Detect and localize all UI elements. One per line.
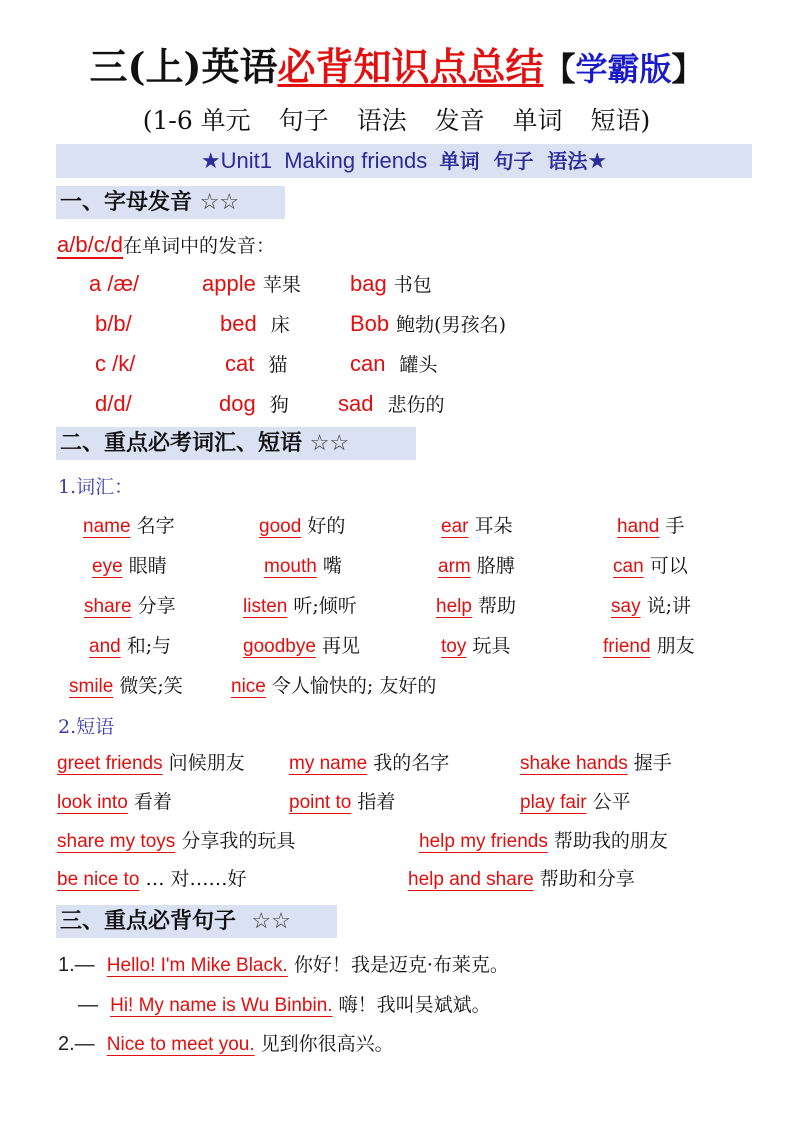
sentence-number: 1.— [58,954,95,976]
vocab-en: help [436,596,472,617]
phrase-en: be nice to [57,869,140,890]
section-heading-text: 三、重点必背句子 [60,908,237,934]
phrase-item [57,866,247,893]
page-title [0,44,793,92]
vocab-cn: 和;与 [126,635,172,657]
sentence-dash: — [78,994,98,1016]
unit-number: Unit1 [220,148,272,173]
phrase-label: 2.短语 [58,716,115,738]
vocab-en: mouth [264,556,317,577]
sentence-en: Nice to meet you. [106,1034,255,1055]
phrase-cn: … 对……好 [145,868,247,890]
title-bracket-close: 】 [671,50,704,88]
vocab-item [441,513,513,540]
phrase-cn: 握手 [633,752,672,774]
phrase-en: share my toys [57,831,176,852]
sentence-item [58,1031,394,1058]
vocab-item [611,593,691,620]
phrase-cn: 问候朋友 [168,752,245,774]
phrase-item [57,789,172,816]
vocab-en: name [83,516,131,537]
vocab-cn: 分享 [137,595,176,617]
word-cn: 鲍勃(男孩名) [396,314,506,336]
sentence-cn: 你好！我是迈克·布莱克。 [293,954,509,976]
phonics-word-2 [350,310,506,339]
sentence-cn: 嗨！我叫吴斌斌。 [338,994,491,1016]
vocab-cn: 朋友 [656,635,695,657]
sentence-item [58,952,509,979]
vocab-en: smile [69,676,114,697]
phrase-cn: 帮助我的朋友 [553,830,668,852]
phrase-item [520,750,672,777]
vocab-cn: 名字 [136,515,175,537]
vocab-cn: 听;倾听 [293,595,357,617]
phrase-en: my name [289,753,368,774]
unit-tags: 单词 句子 语法 [439,149,588,173]
unit-banner [56,144,752,178]
phonics-word-2 [338,390,445,419]
word-cn: 罐头 [399,354,438,376]
phrase-en: shake hands [520,753,628,774]
vocab-item [84,593,176,620]
vocab-en: eye [92,556,123,577]
star-icon: ★ [587,148,608,173]
vocab-item [231,673,436,700]
subtitle-item: 语法 [356,106,407,135]
vocab-item [69,673,183,700]
phonics-word-1 [219,390,289,419]
section-heading-vocab [56,427,416,460]
phrase-cn: 指着 [357,791,396,813]
phrase-item [289,750,449,777]
vocab-item [92,553,167,580]
word-en: cat [225,351,255,376]
vocab-item [603,633,695,660]
star-rating-icon: ☆☆ [251,909,291,934]
section-heading-phonics [56,186,285,219]
subtitle [0,104,793,138]
phrase-en: play fair [520,792,587,813]
subtitle-item: 句子 [278,106,329,135]
word-en: sad [338,391,374,416]
section-heading-text: 二、重点必考词汇、短语 [60,430,303,456]
word-cn: 床 [270,314,290,336]
phrase-cn: 帮助和分享 [539,868,635,890]
word-en: apple [202,271,256,296]
vocab-item [259,513,345,540]
phrase-en: point to [289,792,352,813]
vocab-cn: 耳朵 [474,515,513,537]
subtitle-item: 发音 [434,106,485,135]
word-en: can [350,351,386,376]
word-en: dog [219,391,256,416]
section-heading-sentences [56,905,337,938]
sentence-cn: 见到你很高兴。 [260,1033,394,1055]
phrase-en: look into [57,792,128,813]
vocab-cn: 可以 [649,555,688,577]
phrase-item [419,828,668,855]
phrase-cn: 分享我的玩具 [181,830,296,852]
word-cn: 狗 [269,394,289,416]
vocab-cn: 胳膊 [476,555,515,577]
star-rating-icon: ☆☆ [199,190,240,215]
title-bracket-open: 【 [543,50,576,88]
vocab-item [89,633,171,660]
phonics-word-1 [225,350,287,379]
word-en: Bob [350,311,390,336]
phonics-letters: a/b/c/d [57,232,124,257]
vocab-cn: 令人愉快的; 友好的 [271,675,437,697]
vocab-en: nice [231,676,266,697]
vocab-en: goodbye [243,636,316,657]
vocab-en: listen [243,596,288,617]
phrase-item [520,789,631,816]
vocab-cn: 嘴 [322,555,342,577]
phrase-cn: 公平 [592,791,631,813]
sentence-en: Hi! My name is Wu Binbin. [110,995,333,1016]
phrase-en: help and share [408,869,534,890]
vocab-item [83,513,175,540]
vocab-cn: 眼睛 [128,555,167,577]
vocab-item [264,553,342,580]
phonics-word-1 [202,270,301,299]
phonics-word-1 [220,310,290,339]
star-icon: ★ [200,148,221,173]
vocab-label: 1.词汇： [58,476,134,498]
vocab-cn: 帮助 [477,595,516,617]
vocab-item [441,633,510,660]
word-en: bag [350,271,387,296]
unit-name: Making friends [284,148,428,173]
phonics-sound: d/d/ [95,391,132,416]
vocab-en: can [613,556,644,577]
word-cn: 悲伤的 [387,394,445,416]
phrase-cn: 看着 [133,791,172,813]
vocab-item [438,553,515,580]
phonics-intro [57,231,275,260]
title-edition: 学霸版 [575,50,672,88]
word-cn: 苹果 [262,274,301,296]
phonics-sound: b/b/ [95,311,132,336]
phonics-word-2 [350,270,432,299]
vocab-en: say [611,596,641,617]
vocab-cn: 说;讲 [646,595,692,617]
vocab-cn: 好的 [307,515,346,537]
vocab-cn: 玩具 [472,635,511,657]
vocab-item [617,513,684,540]
word-cn: 猫 [268,354,288,376]
vocab-item [243,593,357,620]
vocab-en: good [259,516,302,537]
subtitle-item: 短语) [590,106,651,135]
vocab-cn: 再见 [321,635,360,657]
vocab-en: toy [441,636,467,657]
vocab-en: and [89,636,121,657]
subtitle-item: 单词 [512,106,563,135]
phonics-sound: c /k/ [95,351,136,376]
phonics-intro-text: 在单词中的发音： [123,235,276,257]
vocab-cn: 手 [665,515,685,537]
vocab-item [243,633,360,660]
word-en: bed [220,311,257,336]
phrase-item [408,866,635,893]
phonics-sound: a /æ/ [89,271,140,296]
vocab-en: share [84,596,132,617]
vocab-item [436,593,516,620]
sentence-en: Hello! I'm Mike Black. [106,955,288,976]
title-highlight: 必背知识点总结 [277,44,544,89]
vocab-en: ear [441,516,469,537]
title-prefix: 三(上)英语 [89,44,278,89]
phrase-en: help my friends [419,831,548,852]
sentence-item [78,992,491,1019]
vocab-en: friend [603,636,651,657]
subtitle-item: (1-6 单元 [142,106,251,135]
sentence-number: 2.— [58,1033,95,1055]
phrase-item [57,828,295,855]
vocab-cn: 微笑;笑 [119,675,183,697]
section-heading-text: 一、字母发音 [60,189,193,215]
vocab-item [613,553,688,580]
phrase-en: greet friends [57,753,163,774]
word-cn: 书包 [393,274,432,296]
phrase-cn: 我的名字 [373,752,450,774]
vocab-en: arm [438,556,471,577]
vocab-en: hand [617,516,660,537]
phrase-item [57,750,245,777]
phonics-word-2 [350,350,438,379]
star-rating-icon: ☆☆ [309,431,350,456]
phrase-item [289,789,395,816]
